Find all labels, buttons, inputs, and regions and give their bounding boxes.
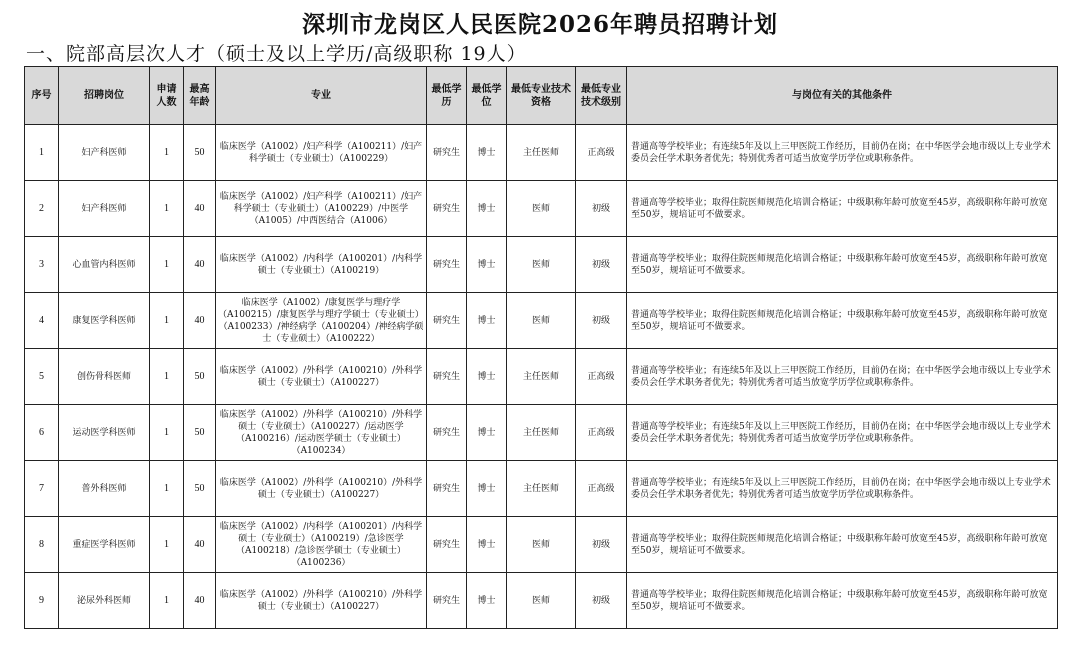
cell-position: 普外科医师 [59,461,150,517]
cell-degree: 博士 [467,349,507,405]
cell-cond: 普通高等学校毕业；有连续5年及以上三甲医院工作经历，目前仍在岗；在中华医学会地市级以上专业学术委员会任学术职务者优先；特别优秀者可适当放宽学历学位或职称条件。 [627,125,1058,181]
cell-major: 临床医学（A1002）/妇产科学（A100211）/妇产科学硕士（专业硕士）（A100229）/中医学（A1005）/中西医结合（A1006） [216,181,427,237]
cell-seq: 6 [25,405,59,461]
cell-seq: 7 [25,461,59,517]
cell-age: 50 [184,349,216,405]
cell-qual: 医师 [507,293,576,349]
cell-age: 50 [184,461,216,517]
cell-degree: 博士 [467,125,507,181]
cell-edu: 研究生 [427,517,467,573]
cell-major: 临床医学（A1002）/内科学（A100201）/内科学硕士（专业硕士）（A100219）/急诊医学（A100218）/急诊医学硕士（专业硕士）（A100236） [216,517,427,573]
recruitment-table [24,66,1058,629]
cell-qual: 主任医师 [507,125,576,181]
cell-count: 1 [150,293,184,349]
cell-count: 1 [150,125,184,181]
cell-count: 1 [150,573,184,629]
cell-position: 重症医学科医师 [59,517,150,573]
header-cond: 与岗位有关的其他条件 [627,67,1058,125]
cell-seq: 1 [25,125,59,181]
table-row [25,293,1058,349]
cell-level: 正高级 [576,461,627,517]
header-level: 最低专业技术级别 [576,67,627,125]
cell-count: 1 [150,517,184,573]
cell-seq: 2 [25,181,59,237]
cell-position: 妇产科医师 [59,181,150,237]
cell-count: 1 [150,461,184,517]
cell-level: 初级 [576,181,627,237]
header-count: 申请人数 [150,67,184,125]
cell-cond: 普通高等学校毕业；有连续5年及以上三甲医院工作经历，目前仍在岗；在中华医学会地市级以上专业学术委员会任学术职务者优先；特别优秀者可适当放宽学历学位或职称条件。 [627,405,1058,461]
cell-edu: 研究生 [427,181,467,237]
cell-qual: 医师 [507,181,576,237]
cell-qual: 主任医师 [507,405,576,461]
cell-edu: 研究生 [427,461,467,517]
header-position: 招聘岗位 [59,67,150,125]
cell-degree: 博士 [467,405,507,461]
cell-degree: 博士 [467,237,507,293]
cell-degree: 博士 [467,517,507,573]
cell-position: 运动医学科医师 [59,405,150,461]
cell-major: 临床医学（A1002）/外科学（A100210）/外科学硕士（专业硕士）（A100227）/运动医学（A100216）/运动医学硕士（专业硕士）（A100234） [216,405,427,461]
cell-degree: 博士 [467,293,507,349]
cell-level: 正高级 [576,125,627,181]
cell-age: 50 [184,405,216,461]
cell-cond: 普通高等学校毕业；取得住院医师规范化培训合格证；中级职称年龄可放宽至45岁，高级职称年龄可放宽至50岁，规培证可不做要求。 [627,237,1058,293]
cell-major: 临床医学（A1002）/外科学（A100210）/外科学硕士（专业硕士）（A100227） [216,349,427,405]
table-row [25,573,1058,629]
cell-seq: 5 [25,349,59,405]
cell-degree: 博士 [467,573,507,629]
cell-major: 临床医学（A1002）/妇产科学（A100211）/妇产科学硕士（专业硕士）（A100229） [216,125,427,181]
cell-seq: 4 [25,293,59,349]
cell-position: 泌尿外科医师 [59,573,150,629]
header-seq: 序号 [25,67,59,125]
cell-major: 临床医学（A1002）/康复医学与理疗学（A100215）/康复医学与理疗学硕士（专业硕士）（A100233）/神经病学（A100204）/神经病学硕士（专业硕士）（A100222） [216,293,427,349]
cell-position: 心血管内科医师 [59,237,150,293]
cell-edu: 研究生 [427,349,467,405]
table-row [25,461,1058,517]
cell-edu: 研究生 [427,293,467,349]
header-major: 专业 [216,67,427,125]
cell-edu: 研究生 [427,237,467,293]
header-degree: 最低学位 [467,67,507,125]
cell-count: 1 [150,181,184,237]
cell-cond: 普通高等学校毕业；有连续5年及以上三甲医院工作经历，目前仍在岗；在中华医学会地市级以上专业学术委员会任学术职务者优先；特别优秀者可适当放宽学历学位或职称条件。 [627,461,1058,517]
cell-degree: 博士 [467,181,507,237]
header-qual: 最低专业技术资格 [507,67,576,125]
cell-count: 1 [150,405,184,461]
cell-count: 1 [150,237,184,293]
cell-age: 40 [184,517,216,573]
cell-edu: 研究生 [427,405,467,461]
table-row [25,405,1058,461]
table-row [25,237,1058,293]
cell-degree: 博士 [467,461,507,517]
cell-cond: 普通高等学校毕业；取得住院医师规范化培训合格证；中级职称年龄可放宽至45岁，高级职称年龄可放宽至50岁，规培证可不做要求。 [627,517,1058,573]
cell-cond: 普通高等学校毕业；取得住院医师规范化培训合格证；中级职称年龄可放宽至45岁，高级职称年龄可放宽至50岁，规培证可不做要求。 [627,573,1058,629]
cell-major: 临床医学（A1002）/外科学（A100210）/外科学硕士（专业硕士）（A100227） [216,461,427,517]
cell-level: 初级 [576,573,627,629]
cell-position: 康复医学科医师 [59,293,150,349]
cell-count: 1 [150,349,184,405]
cell-major: 临床医学（A1002）/外科学（A100210）/外科学硕士（专业硕士）（A100227） [216,573,427,629]
cell-cond: 普通高等学校毕业；取得住院医师规范化培训合格证；中级职称年龄可放宽至45岁，高级职称年龄可放宽至50岁，规培证可不做要求。 [627,293,1058,349]
cell-qual: 主任医师 [507,461,576,517]
cell-qual: 医师 [507,517,576,573]
cell-age: 50 [184,125,216,181]
header-edu: 最低学历 [427,67,467,125]
table-row [25,349,1058,405]
table-header-row [25,67,1058,125]
cell-qual: 主任医师 [507,349,576,405]
cell-seq: 9 [25,573,59,629]
cell-edu: 研究生 [427,125,467,181]
header-age: 最高年龄 [184,67,216,125]
cell-major: 临床医学（A1002）/内科学（A100201）/内科学硕士（专业硕士）（A100219） [216,237,427,293]
page-title: 深圳市龙岗区人民医院2026年聘员招聘计划 [301,11,778,38]
cell-qual: 医师 [507,573,576,629]
cell-level: 正高级 [576,405,627,461]
cell-seq: 8 [25,517,59,573]
table-row [25,125,1058,181]
cell-level: 初级 [576,237,627,293]
cell-cond: 普通高等学校毕业；有连续5年及以上三甲医院工作经历，目前仍在岗；在中华医学会地市级以上专业学术委员会任学术职务者优先；特别优秀者可适当放宽学历学位或职称条件。 [627,349,1058,405]
cell-level: 初级 [576,517,627,573]
cell-position: 创伤骨科医师 [59,349,150,405]
table-row [25,181,1058,237]
table-row [25,517,1058,573]
cell-qual: 医师 [507,237,576,293]
cell-age: 40 [184,573,216,629]
cell-age: 40 [184,293,216,349]
cell-level: 正高级 [576,349,627,405]
cell-level: 初级 [576,293,627,349]
cell-seq: 3 [25,237,59,293]
section-subtitle: 一、院部高层次人才（硕士及以上学历/高级职称 19人） [26,43,527,65]
cell-cond: 普通高等学校毕业；取得住院医师规范化培训合格证；中级职称年龄可放宽至45岁，高级职称年龄可放宽至50岁，规培证可不做要求。 [627,181,1058,237]
cell-edu: 研究生 [427,573,467,629]
cell-position: 妇产科医师 [59,125,150,181]
cell-age: 40 [184,237,216,293]
cell-age: 40 [184,181,216,237]
